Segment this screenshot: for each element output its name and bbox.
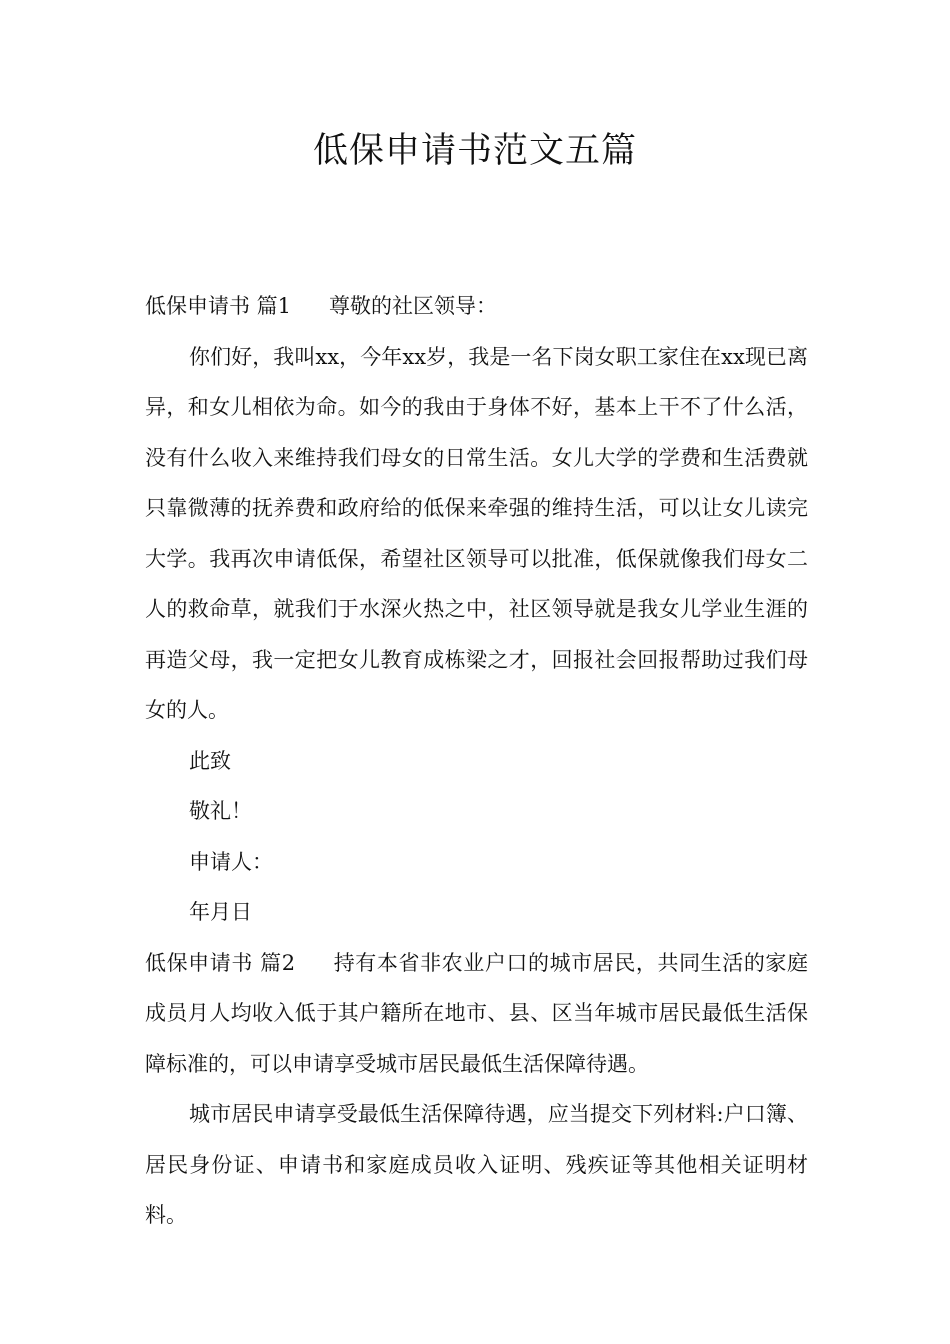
section-1-salutation: 尊敬的社区领导： — [329, 294, 498, 318]
section-1-heading: 低保申请书 篇1 — [145, 294, 292, 318]
section-2-intro-paragraph — [145, 938, 808, 1090]
section-1-date: 年月日 — [189, 900, 252, 924]
document-title: 低保申请书范文五篇 — [312, 131, 637, 171]
document-body — [145, 281, 808, 1241]
section-1-heading-line — [145, 281, 808, 332]
section-1-closing-2: 敬礼！ — [189, 799, 252, 823]
section-2-heading: 低保申请书 篇2 — [145, 950, 296, 975]
section-2-intro: 持有本省非农业户口的城市居民，共同生活的家庭成员月人均收入低于其户籍所在地市、县、区当年城市居民最低生活保障标准的，可以申请享受城市居民最低生活保障待遇。 — [145, 950, 808, 1076]
section-1-closing-1: 此致 — [189, 748, 231, 773]
section-1-body: 你们好，我叫xx，今年xx岁，我是一名下岗女职工家住在xx现已离异，和女儿相依为命。如今的我由于身体不好，基本上干不了什么活，没有什么收入来维持我们母女的日常生活。女儿大学的学费和生活费就只靠微薄的抚养费和政府给的低保来牵强的维持生活，可以让女儿读完大学。我再次申请低保，希望社区领导可以批准，低保就像我们母女二人的救命草，就我们于水深火热之中，社区领导就是我女儿学业生涯的再造父母，我一定把女儿教育成栋梁之才，回报社会回报帮助过我们母女的人。 — [145, 344, 808, 722]
section-1-applicant: 申请人： — [189, 849, 273, 874]
section-2-body: 城市居民申请享受最低生活保障待遇，应当提交下列材料:户口簿、居民身份证、申请书和家庭成员收入证明、残疾证等其他相关证明材料。 — [145, 1102, 808, 1227]
